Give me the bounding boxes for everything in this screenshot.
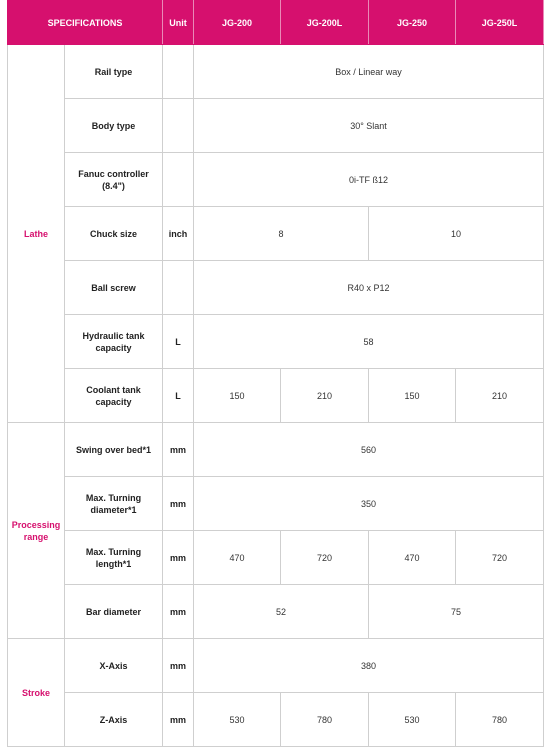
unit-bar-diameter: mm bbox=[163, 585, 194, 639]
value-coolant-jg-250l: 210 bbox=[456, 369, 544, 423]
row-bar-diameter bbox=[8, 585, 544, 639]
header-model-jg-200l: JG-200L bbox=[281, 1, 369, 45]
unit-body-type bbox=[163, 99, 194, 153]
value-x-axis: 380 bbox=[194, 639, 544, 693]
unit-ball-screw bbox=[163, 261, 194, 315]
group-stroke: Stroke bbox=[8, 639, 65, 747]
value-bar-diameter-250: 75 bbox=[369, 585, 544, 639]
value-turning-length-jg-250l: 720 bbox=[456, 531, 544, 585]
label-fanuc-controller: Fanuc controller (8.4") bbox=[65, 153, 163, 207]
value-z-axis-jg-250: 530 bbox=[369, 693, 456, 747]
header-model-jg-250l: JG-250L bbox=[456, 1, 544, 45]
header-row bbox=[8, 1, 544, 45]
label-turning-length: Max. Turning length*1 bbox=[65, 531, 163, 585]
header-model-jg-200: JG-200 bbox=[194, 1, 281, 45]
label-swing-over-bed: Swing over bed*1 bbox=[65, 423, 163, 477]
row-ball-screw bbox=[8, 261, 544, 315]
row-coolant-tank bbox=[8, 369, 544, 423]
row-hydraulic-tank bbox=[8, 315, 544, 369]
row-fanuc-controller bbox=[8, 153, 544, 207]
value-turning-length-jg-200: 470 bbox=[194, 531, 281, 585]
unit-coolant-tank: L bbox=[163, 369, 194, 423]
row-turning-diameter bbox=[8, 477, 544, 531]
value-rail-type: Box / Linear way bbox=[194, 45, 544, 99]
value-z-axis-jg-200: 530 bbox=[194, 693, 281, 747]
value-fanuc-controller: 0i-TF ß12 bbox=[194, 153, 544, 207]
label-turning-diameter: Max. Turning diameter*1 bbox=[65, 477, 163, 531]
value-turning-length-jg-250: 470 bbox=[369, 531, 456, 585]
unit-x-axis: mm bbox=[163, 639, 194, 693]
value-chuck-size-200: 8 bbox=[194, 207, 369, 261]
value-coolant-jg-200: 150 bbox=[194, 369, 281, 423]
label-body-type: Body type bbox=[65, 99, 163, 153]
value-turning-diameter: 350 bbox=[194, 477, 544, 531]
label-ball-screw: Ball screw bbox=[65, 261, 163, 315]
unit-chuck-size: inch bbox=[163, 207, 194, 261]
unit-fanuc-controller bbox=[163, 153, 194, 207]
row-rail-type bbox=[8, 45, 544, 99]
value-coolant-jg-200l: 210 bbox=[281, 369, 369, 423]
value-z-axis-jg-200l: 780 bbox=[281, 693, 369, 747]
unit-turning-length: mm bbox=[163, 531, 194, 585]
value-coolant-jg-250: 150 bbox=[369, 369, 456, 423]
header-specifications: SPECIFICATIONS bbox=[8, 1, 163, 45]
value-ball-screw: R40 x P12 bbox=[194, 261, 544, 315]
value-hydraulic-tank: 58 bbox=[194, 315, 544, 369]
value-turning-length-jg-200l: 720 bbox=[281, 531, 369, 585]
label-bar-diameter: Bar diameter bbox=[65, 585, 163, 639]
row-swing-over-bed bbox=[8, 423, 544, 477]
row-z-axis bbox=[8, 693, 544, 747]
value-swing-over-bed: 560 bbox=[194, 423, 544, 477]
specifications-table bbox=[7, 0, 544, 747]
group-processing-range: Processing range bbox=[8, 423, 65, 639]
unit-rail-type bbox=[163, 45, 194, 99]
row-chuck-size bbox=[8, 207, 544, 261]
unit-swing-over-bed: mm bbox=[163, 423, 194, 477]
value-z-axis-jg-250l: 780 bbox=[456, 693, 544, 747]
label-coolant-tank: Coolant tank capacity bbox=[65, 369, 163, 423]
row-body-type bbox=[8, 99, 544, 153]
row-turning-length bbox=[8, 531, 544, 585]
unit-hydraulic-tank: L bbox=[163, 315, 194, 369]
unit-turning-diameter: mm bbox=[163, 477, 194, 531]
label-chuck-size: Chuck size bbox=[65, 207, 163, 261]
label-rail-type: Rail type bbox=[65, 45, 163, 99]
label-z-axis: Z-Axis bbox=[65, 693, 163, 747]
header-model-jg-250: JG-250 bbox=[369, 1, 456, 45]
unit-z-axis: mm bbox=[163, 693, 194, 747]
header-unit: Unit bbox=[163, 1, 194, 45]
value-body-type: 30° Slant bbox=[194, 99, 544, 153]
value-chuck-size-250: 10 bbox=[369, 207, 544, 261]
label-x-axis: X-Axis bbox=[65, 639, 163, 693]
value-bar-diameter-200: 52 bbox=[194, 585, 369, 639]
group-lathe: Lathe bbox=[8, 45, 65, 423]
label-hydraulic-tank: Hydraulic tank capacity bbox=[65, 315, 163, 369]
row-x-axis bbox=[8, 639, 544, 693]
